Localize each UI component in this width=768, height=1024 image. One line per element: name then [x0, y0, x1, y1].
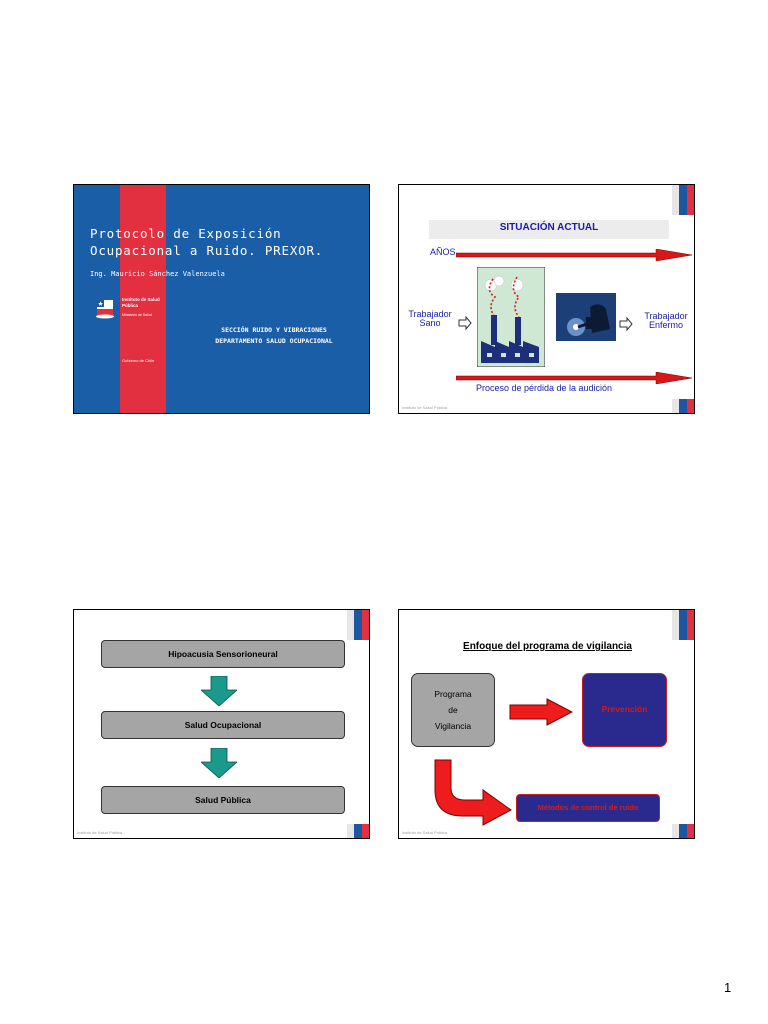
slide-situacion-actual — [398, 184, 695, 414]
slide-title — [73, 184, 370, 414]
welder-illustration-icon — [556, 293, 616, 341]
section-line-2: DEPARTAMENTO SALUD OCUPACIONAL — [215, 337, 333, 345]
author: Ing. Mauricio Sánchez Valenzuela — [90, 270, 225, 278]
process-label: Proceso de pérdida de la audición — [475, 383, 613, 393]
curved-arrow-icon — [431, 758, 515, 826]
program-line-1: Programa — [434, 689, 472, 699]
sick-worker-label — [637, 312, 695, 330]
small-arrow-right-icon — [458, 316, 472, 330]
corner-stripes-bottom — [672, 399, 694, 413]
slide-title-text — [90, 225, 360, 259]
institute-name: Instituto de Salud Pública — [122, 297, 160, 308]
healthy-line-1: Trabajador — [408, 309, 452, 319]
section-name — [184, 325, 364, 347]
sick-line-2: Enfermo — [648, 320, 683, 330]
government-name: Gobierno de Chile — [122, 358, 155, 363]
corner-stripes-bottom — [672, 824, 694, 838]
footer-text: Instituto de Salud Pública — [77, 830, 123, 835]
years-arrow-icon — [456, 249, 692, 261]
factory-illustration-icon — [477, 267, 545, 367]
footer-text: Instituto de Salud Pública — [402, 830, 448, 835]
corner-stripes-top — [347, 610, 369, 640]
footer-text: Instituto de Salud Pública — [402, 405, 448, 410]
box-salud-publica: Salud Pública — [101, 786, 345, 814]
sick-line-1: Trabajador — [644, 311, 688, 321]
title-line-1: Protocolo de Exposición — [90, 226, 282, 241]
healthy-line-2: Sano — [419, 318, 441, 328]
slide-heading: Enfoque del programa de vigilancia — [463, 641, 632, 652]
program-line-3: Vigilancia — [434, 721, 472, 731]
box-metodos-control: Métodos de control de ruido — [516, 794, 660, 822]
corner-stripes-top — [672, 185, 694, 215]
page-number: 1 — [724, 980, 732, 995]
box-prevencion: Prevención — [582, 673, 667, 747]
small-arrow-right-icon-2 — [619, 317, 633, 331]
ministry-name: Ministerio de Salud — [122, 313, 152, 317]
title-line-2: Ocupacional a Ruido. PREXOR. — [90, 243, 324, 258]
slide-enfoque — [398, 609, 695, 839]
box-hipoacusia: Hipoacusia Sensorioneural — [101, 640, 345, 668]
arrow-down-icon-2 — [201, 748, 237, 778]
corner-stripes-top — [672, 610, 694, 640]
arrow-right-icon — [509, 698, 573, 726]
slide-flow — [73, 609, 370, 839]
healthy-worker-label — [404, 310, 456, 328]
situacion-banner: SITUACIÓN ACTUAL — [429, 220, 669, 239]
box-programa-vigilancia — [411, 673, 495, 747]
corner-stripes-bottom — [347, 824, 369, 838]
program-line-2: de — [448, 705, 458, 715]
section-line-1: SECCIÓN RUIDO Y VIBRACIONES — [221, 326, 327, 334]
box-salud-ocupacional: Salud Ocupacional — [101, 711, 345, 739]
arrow-down-icon — [201, 676, 237, 706]
chile-crest-icon — [94, 297, 116, 319]
years-label: AÑOS — [430, 247, 456, 257]
